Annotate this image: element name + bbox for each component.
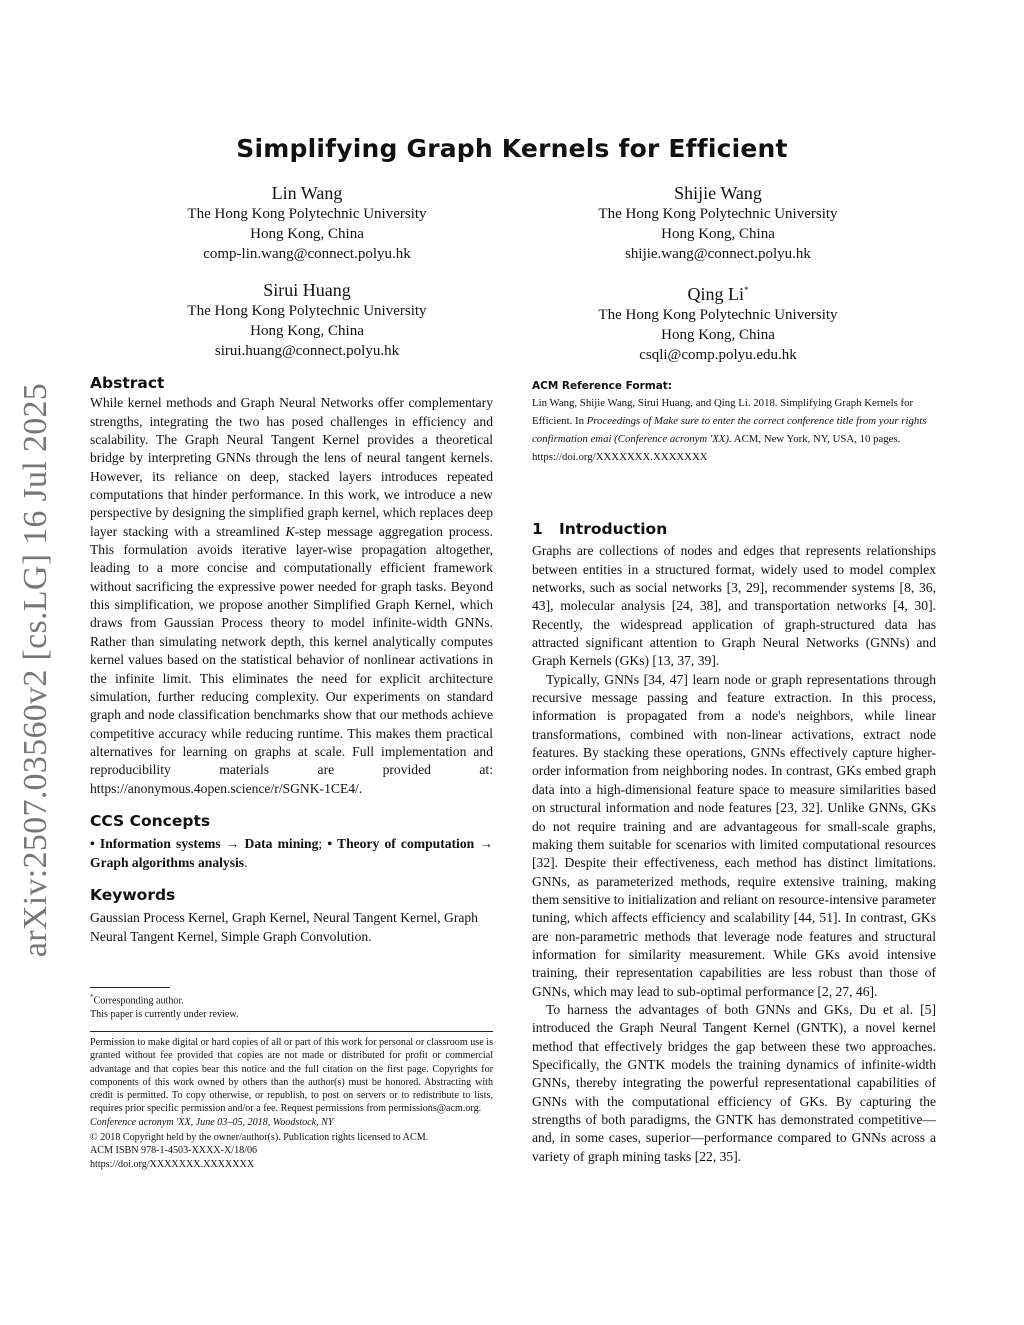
author-affiliation: The Hong Kong Polytechnic University (598, 307, 838, 323)
author-name: Shijie Wang (674, 183, 762, 203)
right-column (532, 520, 936, 1166)
intro-paragraph: Graphs are collections of nodes and edges that represents relationships between entities in a structured format, widely used to model complex networks, such as social networks [3, 29], recommender systems [8, 36, 43], molecular analysis [24, 38], and transportation networks [4, 30]. Recently, the widespread application of graph-structured data has attracted significant attention to Graph Neural Networks (GNNs) and Graph Kernels (GKs) [13, 37, 39]. (532, 543, 936, 669)
author-location: Hong Kong, China (250, 226, 364, 242)
arxiv-stamp (6, 380, 66, 960)
corresponding-mark: * (744, 285, 749, 295)
footnote-review: This paper is currently under review. (90, 1008, 239, 1020)
author-block (563, 182, 873, 264)
doi-line: https://doi.org/XXXXXXX.XXXXXXX (90, 1158, 255, 1170)
author-affiliation: The Hong Kong Polytechnic University (187, 303, 427, 319)
keywords-text: Gaussian Process Kernel, Graph Kernel, Neural Tangent Kernel, Graph Neural Tangent Kernel, Simple Graph Convolution. (90, 910, 478, 944)
author-block (152, 279, 462, 361)
intro-heading: 1 Introduction (532, 520, 668, 538)
author-email: sirui.huang@connect.polyu.hk (214, 343, 400, 359)
author-location: Hong Kong, China (661, 226, 775, 242)
author-email: csqli@comp.polyu.edu.hk (639, 347, 797, 363)
abstract-heading: Abstract (90, 374, 165, 392)
author-name: Sirui Huang (263, 280, 351, 300)
author-affiliation: The Hong Kong Polytechnic University (598, 206, 838, 222)
acm-reference (532, 378, 936, 466)
left-column (90, 374, 493, 946)
footnote-rule (90, 987, 170, 988)
ccs-concepts: • Information systems → Data mining; • Theory of computation → Graph algorithms analysis. (90, 836, 493, 870)
ccs-heading: CCS Concepts (90, 811, 211, 830)
isbn-line: ACM ISBN 978-1-4503-XXXX-X/18/06 (90, 1145, 258, 1157)
author-affiliation: The Hong Kong Polytechnic University (187, 206, 427, 222)
keywords-heading: Keywords (90, 885, 176, 904)
author-name: Qing Li* (687, 284, 749, 304)
footnote-corresponding: *Corresponding author. (90, 993, 184, 1007)
permission-block (90, 1036, 493, 1171)
permission-text: Permission to make digital or hard copies of all or part of this work for personal or classroom use is granted without fee provided that copies are not made or distributed for profit or commercial advantage and that copies bear this notice and the full citation on the first page. Copyrights for components of this work owned by others than the author(s) must be honored. Abstracting with credit is permitted. To copy otherwise, or republish, to post on servers or to redistribute to lists, requires prior specific permission and/or a fee. Request permissions from permissions@acm.org. (90, 1037, 493, 1115)
footnotes (90, 991, 493, 1021)
author-block (563, 279, 873, 365)
arxiv-stamp-text: arXiv:2507.03560v2 [cs.LG] 16 Jul 2025 (17, 382, 54, 958)
copyright-line: © 2018 Copyright held by the owner/author(s). Publication rights licensed to ACM. (90, 1132, 429, 1144)
permission-rule (90, 1031, 493, 1032)
abstract-text: While kernel methods and Graph Neural Networks offer complementary strengths, integrating the two has posed challenges in efficiency and scalability. The Graph Neural Tangent Kernel provides a theoretical bridge by interpreting GNNs through the lens of neural tangent kernels. However, its reliance on deep, stacked layers introduces repeated computations that hinder performance. In this work, we introduce a new perspective by designing the simplified graph kernel, which replaces deep layer stacking with a streamlined K-step message aggregation process. This formulation avoids iterative layer-wise propagation altogether, leading to a more concise and computationally efficient framework without sacrificing the expressive power needed for graph tasks. Beyond this simplification, we propose another Simplified Graph Kernel, which draws from Gaussian Process theory to model infinite-width GNNs. Rather than simulating network depth, this kernel analytically computes kernel values based on the statistical behavior of nonlinear activations in the infinite limit. This eliminates the need for explicit architecture simulation, further reducing complexity. Our experiments on standard graph and node classification benchmarks show that our methods achieve competitive accuracy while reducing runtime. This makes them practical alternatives for learning on graphs at scale. Full implementation and reproducibility materials are provided at: https://anonymous.4open.science/r/SGNK-1CE4/. (90, 395, 494, 796)
author-location: Hong Kong, China (661, 327, 775, 343)
author-email: shijie.wang@connect.polyu.hk (625, 246, 811, 262)
paper-title: Simplifying Graph Kernels for Efficient (236, 134, 788, 163)
acm-reference-heading: ACM Reference Format: (532, 380, 672, 392)
author-name: Lin Wang (271, 183, 343, 203)
author-block (152, 182, 462, 264)
author-email: comp-lin.wang@connect.polyu.hk (203, 246, 411, 262)
conference-info: Conference acronym 'XX, June 03–05, 2018, Woodstock, NY (90, 1116, 334, 1128)
intro-paragraph: Typically, GNNs [34, 47] learn node or graph representations through recursive message passing and feature extraction. In this process, information is propagated from a node's neighbors, while linear transformations, combined with non-linear activations, extract node features. By stacking these operations, GNNs effectively capture higher-order information from neighboring nodes. In contrast, GKs embed graph data into a high-dimensional feature space to measure similarities based on structural information and node features [23, 32]. Unlike GNNs, GKs do not require training and are advantageous for small-scale graphs, making them suitable for scenarios with limited computational resources [32]. Despite their effectiveness, each method has distinct limitations. GNNs, as parameterized methods, require extensive training, making them sensitive to initialization and reliant on resource-intensive parameter tuning, which affects efficiency and scalability [44, 51]. In contrast, GKs are non-parametric methods that leverage node features and structural information for similarity measurement. While GKs avoid intensive training, their representation capabilities are less robust than those of GNNs, which may lead to sub-optimal performance [2, 27, 46]. (532, 671, 936, 999)
author-location: Hong Kong, China (250, 323, 364, 339)
intro-paragraph: To harness the advantages of both GNNs and GKs, Du et al. [5] introduced the Graph Neural Tangent Kernel (GNTK), a novel kernel method that effectively bridges the gap between these two approaches. Specifically, the GNTK models the training dynamics of infinite-width GNNs, thereby integrating the powerful representational capabilities of GNNs with the computational efficiency of GKs. By capturing the strengths of both paradigms, the GNTK has demonstrated competitive—and, in some cases, superior—performance compared to GNNs across a variety of graph mining tasks [22, 35]. (532, 1001, 936, 1164)
acm-reference-text: Lin Wang, Shijie Wang, Sirui Huang, and Qing Li. 2018. Simplifying Graph Kernels for Efficient. In Proceedings of Make sure to enter the correct conference title from your rights confirmation emai (Conference acronym 'XX). ACM, New York, NY, USA, 10 pages. https://doi.org/XXXXXXX.XXXXXXX (532, 397, 927, 463)
